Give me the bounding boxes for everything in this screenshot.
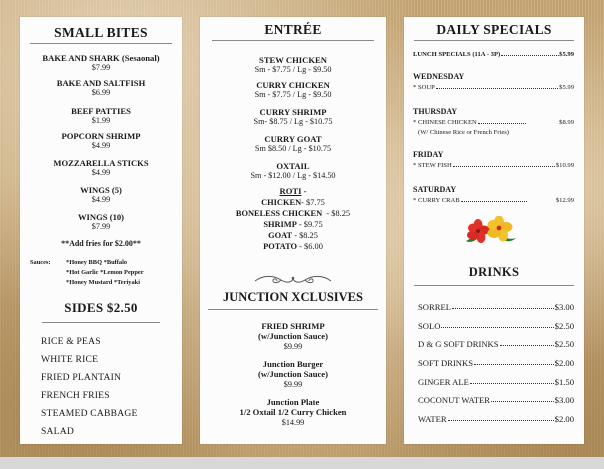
leader-dots xyxy=(500,339,554,346)
special-item: * SOUP xyxy=(413,84,435,91)
leader-dots xyxy=(461,197,527,202)
special-price: $12.99 xyxy=(555,197,574,204)
xclusive-name: Junction Plate xyxy=(266,397,320,407)
bite-price: $4.99 xyxy=(91,168,111,177)
roti-price: - $7.75 xyxy=(301,198,325,207)
special-day: FRIDAY xyxy=(413,150,444,159)
special-price: $10.99 xyxy=(555,162,574,169)
roti-name: GOAT xyxy=(268,231,293,240)
leader-dots xyxy=(491,395,554,402)
roti-item xyxy=(200,231,386,240)
drink-price: $1.50 xyxy=(554,377,574,387)
roti-price: - $9.75 xyxy=(296,220,323,229)
special-day: THURSDAY xyxy=(413,107,458,116)
drink-item xyxy=(418,358,574,368)
special-note: (W/ Chinese Rice or French Fries) xyxy=(418,129,510,136)
drink-item xyxy=(418,321,574,331)
fries-note: **Add fries for $2.00** xyxy=(61,239,141,248)
drinks-rule xyxy=(414,285,574,286)
bite-name: MOZZARELLA STICKS xyxy=(53,158,149,168)
sauces-line: *Honey BBQ *Buffalo xyxy=(66,259,128,266)
drink-name: SOFT DRINKS xyxy=(418,358,473,368)
side-item: SALAD xyxy=(41,426,74,437)
entree-price: Sm - $12.00 / Lg - $14.50 xyxy=(250,171,336,180)
leader-dots xyxy=(474,358,554,365)
bite-name: BEEF PATTIES xyxy=(71,106,131,116)
roti-heading xyxy=(200,186,386,196)
special-price: $5.99 xyxy=(559,84,574,91)
drink-price: $3.00 xyxy=(554,302,574,312)
entree-name: CURRY CHICKEN xyxy=(256,80,330,90)
leader-dots xyxy=(470,377,554,384)
leader-dots xyxy=(478,119,526,124)
drink-price: $2.50 xyxy=(554,321,574,331)
side-item: WHITE RICE xyxy=(41,354,99,365)
scroll-ornament xyxy=(253,273,333,287)
drink-item xyxy=(418,302,574,312)
drink-name: D & G SOFT DRINKS xyxy=(418,339,499,349)
entree-name: OXTAIL xyxy=(276,161,310,171)
roti-suffix: - xyxy=(301,186,307,196)
entree-name: CURRY GOAT xyxy=(264,134,322,144)
special-item: * CURRY CRAB xyxy=(413,197,460,204)
roti-name: SHRIMP xyxy=(263,220,297,229)
sauces-line: *Honey Mustard *Teriyaki xyxy=(66,279,140,286)
hibiscus-flowers-icon xyxy=(464,216,518,246)
bite-price: $6.99 xyxy=(91,88,111,97)
drink-price: $3.00 xyxy=(554,395,574,405)
special-line xyxy=(413,162,574,169)
leader-dots xyxy=(501,51,556,56)
special-day: SATURDAY xyxy=(413,185,457,194)
drink-price: $2.00 xyxy=(554,414,574,424)
bite-name: BAKE AND SALTFISH xyxy=(56,78,146,88)
lunch-special xyxy=(413,51,574,58)
side-item: STEAMED CABBAGE xyxy=(41,408,138,419)
roti-name: POTATO xyxy=(263,242,298,251)
drink-item xyxy=(418,377,574,387)
leader-dots xyxy=(452,302,554,309)
drink-item xyxy=(418,414,574,424)
bite-price: $1.99 xyxy=(91,116,111,125)
roti-item xyxy=(200,220,386,229)
xclusive-detail: (w/Junction Sauce) xyxy=(258,369,328,379)
roti-price: - $8.25 xyxy=(322,209,351,218)
drink-name: WATER xyxy=(418,414,447,424)
xclusive-price: $9.99 xyxy=(283,380,303,389)
sides-rule xyxy=(42,322,160,323)
leader-dots xyxy=(453,162,555,167)
bite-price: $7.99 xyxy=(91,63,111,72)
lunch-label: LUNCH SPECIALS (11A - 3P) xyxy=(413,51,501,58)
bite-name: POPCORN SHRIMP xyxy=(61,131,141,141)
xclusive-price: $9.99 xyxy=(283,342,303,351)
xclusive-name: Junction Burger xyxy=(262,359,324,369)
drinks-title: DRINKS xyxy=(468,265,520,279)
roti-price: - $8.25 xyxy=(292,231,318,240)
roti-name: BONELESS CHICKEN xyxy=(235,209,323,218)
title-rule xyxy=(30,43,172,44)
bite-name: WINGS (10) xyxy=(77,212,125,222)
bite-price: $7.99 xyxy=(91,222,111,231)
leader-dots xyxy=(448,414,554,421)
entree-panel xyxy=(200,17,386,444)
bottom-strip xyxy=(0,457,604,469)
xclusives-rule xyxy=(208,309,378,310)
bite-price: $4.99 xyxy=(91,141,111,150)
small-bites-panel xyxy=(20,17,182,444)
entree-price: Sm- $8.75 / Lg - $10.75 xyxy=(253,117,333,126)
entree-price: Sm - $7.75 / Lg - $9.50 xyxy=(254,65,332,74)
drink-price: $2.50 xyxy=(554,339,574,349)
sides-title: SIDES $2.50 xyxy=(64,300,138,315)
drink-item xyxy=(418,395,574,405)
title-rule xyxy=(212,40,374,41)
special-line xyxy=(413,119,574,126)
roti-item xyxy=(200,198,386,207)
leader-dots xyxy=(436,84,558,89)
entree-name: CURRY SHRIMP xyxy=(259,107,327,117)
entree-price: Sm - $7.75 / Lg - $9.50 xyxy=(254,90,332,99)
sauces-label: Sauces: xyxy=(30,259,51,266)
drink-name: GINGER ALE xyxy=(418,377,469,387)
roti-item xyxy=(200,242,386,251)
side-item: FRIED PLANTAIN xyxy=(41,372,122,383)
title-rule xyxy=(414,40,574,41)
special-line xyxy=(413,84,574,91)
side-item: FRENCH FRIES xyxy=(41,390,110,401)
leader-dots xyxy=(441,321,553,328)
specials-title: DAILY SPECIALS xyxy=(436,22,552,37)
roti-item xyxy=(200,209,386,218)
special-day: WEDNESDAY xyxy=(413,72,465,81)
special-price: $8.99 xyxy=(559,119,574,126)
specials-panel xyxy=(404,17,584,444)
lunch-price: .$5.99 xyxy=(557,51,574,58)
bite-name: WINGS (5) xyxy=(80,185,122,195)
sauces-line: *Hot Garlic *Lemon Pepper xyxy=(66,269,144,276)
drink-name: SOLO xyxy=(418,321,441,331)
side-item: RICE & PEAS xyxy=(41,336,101,347)
bite-price: $4.99 xyxy=(91,195,111,204)
roti-name: CHICKEN xyxy=(261,198,302,207)
xclusive-price: $14.99 xyxy=(281,418,305,427)
roti-title: ROTI xyxy=(279,186,302,196)
drink-item xyxy=(418,339,574,349)
small-bites-title: SMALL BITES xyxy=(54,25,148,40)
roti-price: - $6.00 xyxy=(297,242,323,251)
special-line xyxy=(413,197,574,204)
special-item: * CHINESE CHICKEN xyxy=(413,119,477,126)
xclusive-detail: 1/2 Oxtail 1/2 Curry Chicken xyxy=(239,407,347,417)
bite-name: BAKE AND SHARK (Sesaonal) xyxy=(42,53,160,63)
special-item: * STEW FISH xyxy=(413,162,452,169)
entree-name: STEW CHICKEN xyxy=(259,55,327,65)
drink-name: COCONUT WATER xyxy=(418,395,491,405)
drink-name: SORREL xyxy=(418,302,451,312)
entree-title: ENTRÉE xyxy=(264,22,322,37)
xclusive-name: FRIED SHRIMP xyxy=(261,321,325,331)
xclusive-detail: (w/Junction Sauce) xyxy=(258,331,328,341)
entree-price: Sm $8.50 / Lg - $10.75 xyxy=(254,144,332,153)
drink-price: $2.00 xyxy=(554,358,574,368)
xclusives-title: JUNCTION XCLUSIVES xyxy=(223,290,363,304)
